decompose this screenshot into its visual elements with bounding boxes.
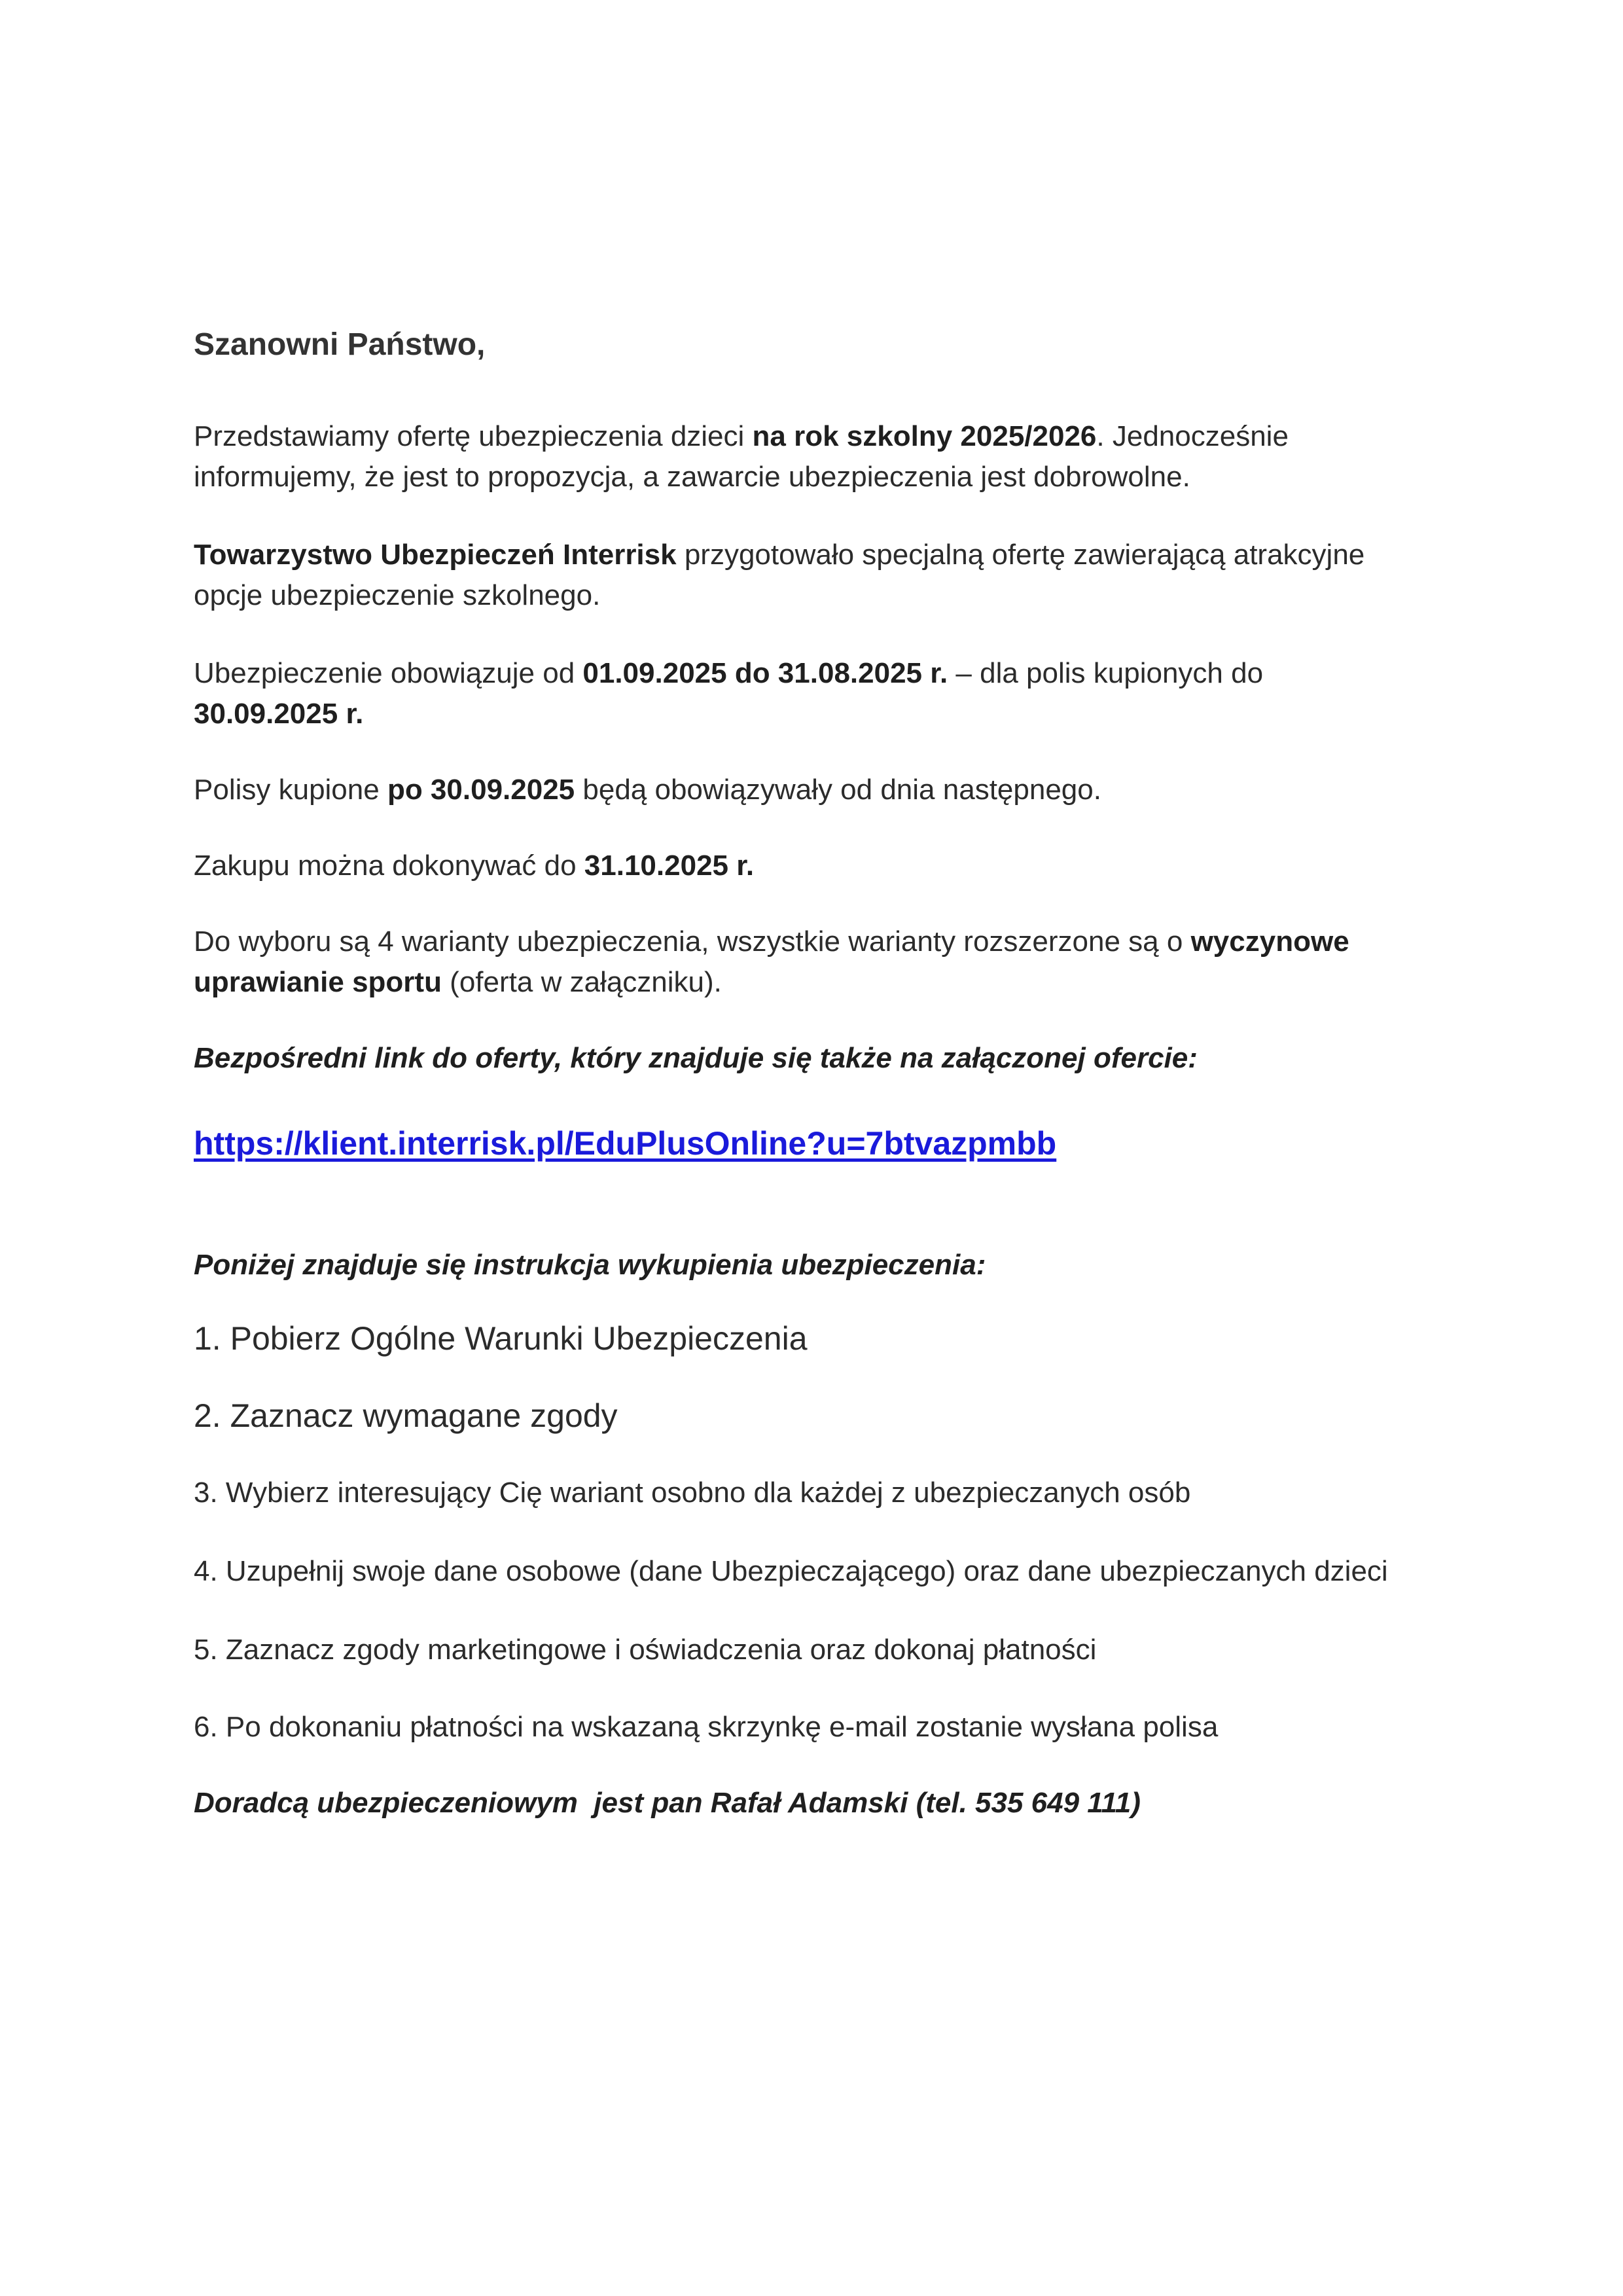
purchase-deadline-paragraph (194, 846, 1437, 886)
purchase-deadline-date: 31.10.2025 r. (584, 850, 755, 882)
intro-text-before: Przedstawiamy ofertę ubezpieczenia dzieci (194, 420, 753, 452)
validity-deadline: 30.09.2025 r. (194, 698, 364, 730)
variants-paragraph (194, 922, 1437, 1003)
step-2: 2. Zaznacz wymagane zgody (194, 1397, 618, 1434)
step-3: 3. Wybierz interesujący Cię wariant osobno dla każdej z ubezpieczanych osób (194, 1477, 1191, 1509)
validity-text-before: Ubezpieczenie obowiązuje od (194, 657, 583, 689)
step-5: 5. Zaznacz zgody marketingowe i oświadczenia oraz dokonaj płatności (194, 1634, 1097, 1666)
purchase-deadline-text: Zakupu można dokonywać do (194, 850, 584, 882)
variants-text-after: (oferta w załączniku). (441, 966, 722, 998)
insurer-text-line1: przygotowało specjalną ofertę zawierającą atrakcyjne (676, 539, 1365, 571)
link-heading (194, 1038, 1437, 1079)
insurer-paragraph (194, 535, 1437, 616)
step-6: 6. Po dokonaniu płatności na wskazaną skrzynkę e-mail zostanie wysłana polisa (194, 1711, 1219, 1743)
intro-text-line2: informujemy, że jest to propozycja, a zawarcie ubezpieczenia jest dobrowolne. (194, 461, 1190, 493)
validity-text-after: – dla polis kupionych do (948, 657, 1264, 689)
validity-paragraph (194, 653, 1437, 734)
step-1: 1. Pobierz Ogólne Warunki Ubezpieczenia (194, 1320, 808, 1357)
instructions-heading: Poniżej znajduje się instrukcja wykupienia ubezpieczenia: (194, 1249, 986, 1281)
late-policies-paragraph (194, 770, 1437, 810)
variants-bold-line2: uprawianie sportu (194, 966, 442, 998)
letter-body (194, 313, 1437, 1823)
intro-school-year: na rok szkolny 2025/2026 (752, 420, 1097, 452)
validity-date-range: 01.09.2025 do 31.08.2025 r. (582, 657, 948, 689)
insurer-name: Towarzystwo Ubezpieczeń Interrisk (194, 539, 677, 571)
late-policies-text-after: będą obowiązywały od dnia następnego. (575, 774, 1101, 806)
intro-paragraph (194, 416, 1437, 497)
offer-link[interactable]: https://klient.interrisk.pl/EduPlusOnline?u=7btvazpmbb (194, 1125, 1057, 1162)
step-4: 4. Uzupełnij swoje dane osobowe (dane Ubezpieczającego) oraz dane ubezpieczanych dzieci (194, 1555, 1388, 1587)
variants-text-before: Do wyboru są 4 warianty ubezpieczenia, wszystkie warianty rozszerzone są o (194, 925, 1191, 958)
instruction-steps (194, 1316, 1437, 1748)
late-policies-date: po 30.09.2025 (387, 774, 575, 806)
link-heading-text: Bezpośredni link do oferty, który znajduje się także na załączonej ofercie: (194, 1042, 1198, 1074)
greeting-heading: Szanowni Państwo, (194, 327, 486, 362)
advisor-note: Doradcą ubezpieczeniowym jest pan Rafał Adamski (tel. 535 649 111) (194, 1787, 1141, 1819)
intro-text-line1-end: . Jednocześnie (1096, 420, 1289, 452)
variants-bold-line1: wyczynowe (1190, 925, 1349, 958)
late-policies-text-before: Polisy kupione (194, 774, 387, 806)
offer-link-row (194, 1117, 1437, 1170)
insurer-text-line2: opcje ubezpieczenie szkolnego. (194, 579, 601, 611)
